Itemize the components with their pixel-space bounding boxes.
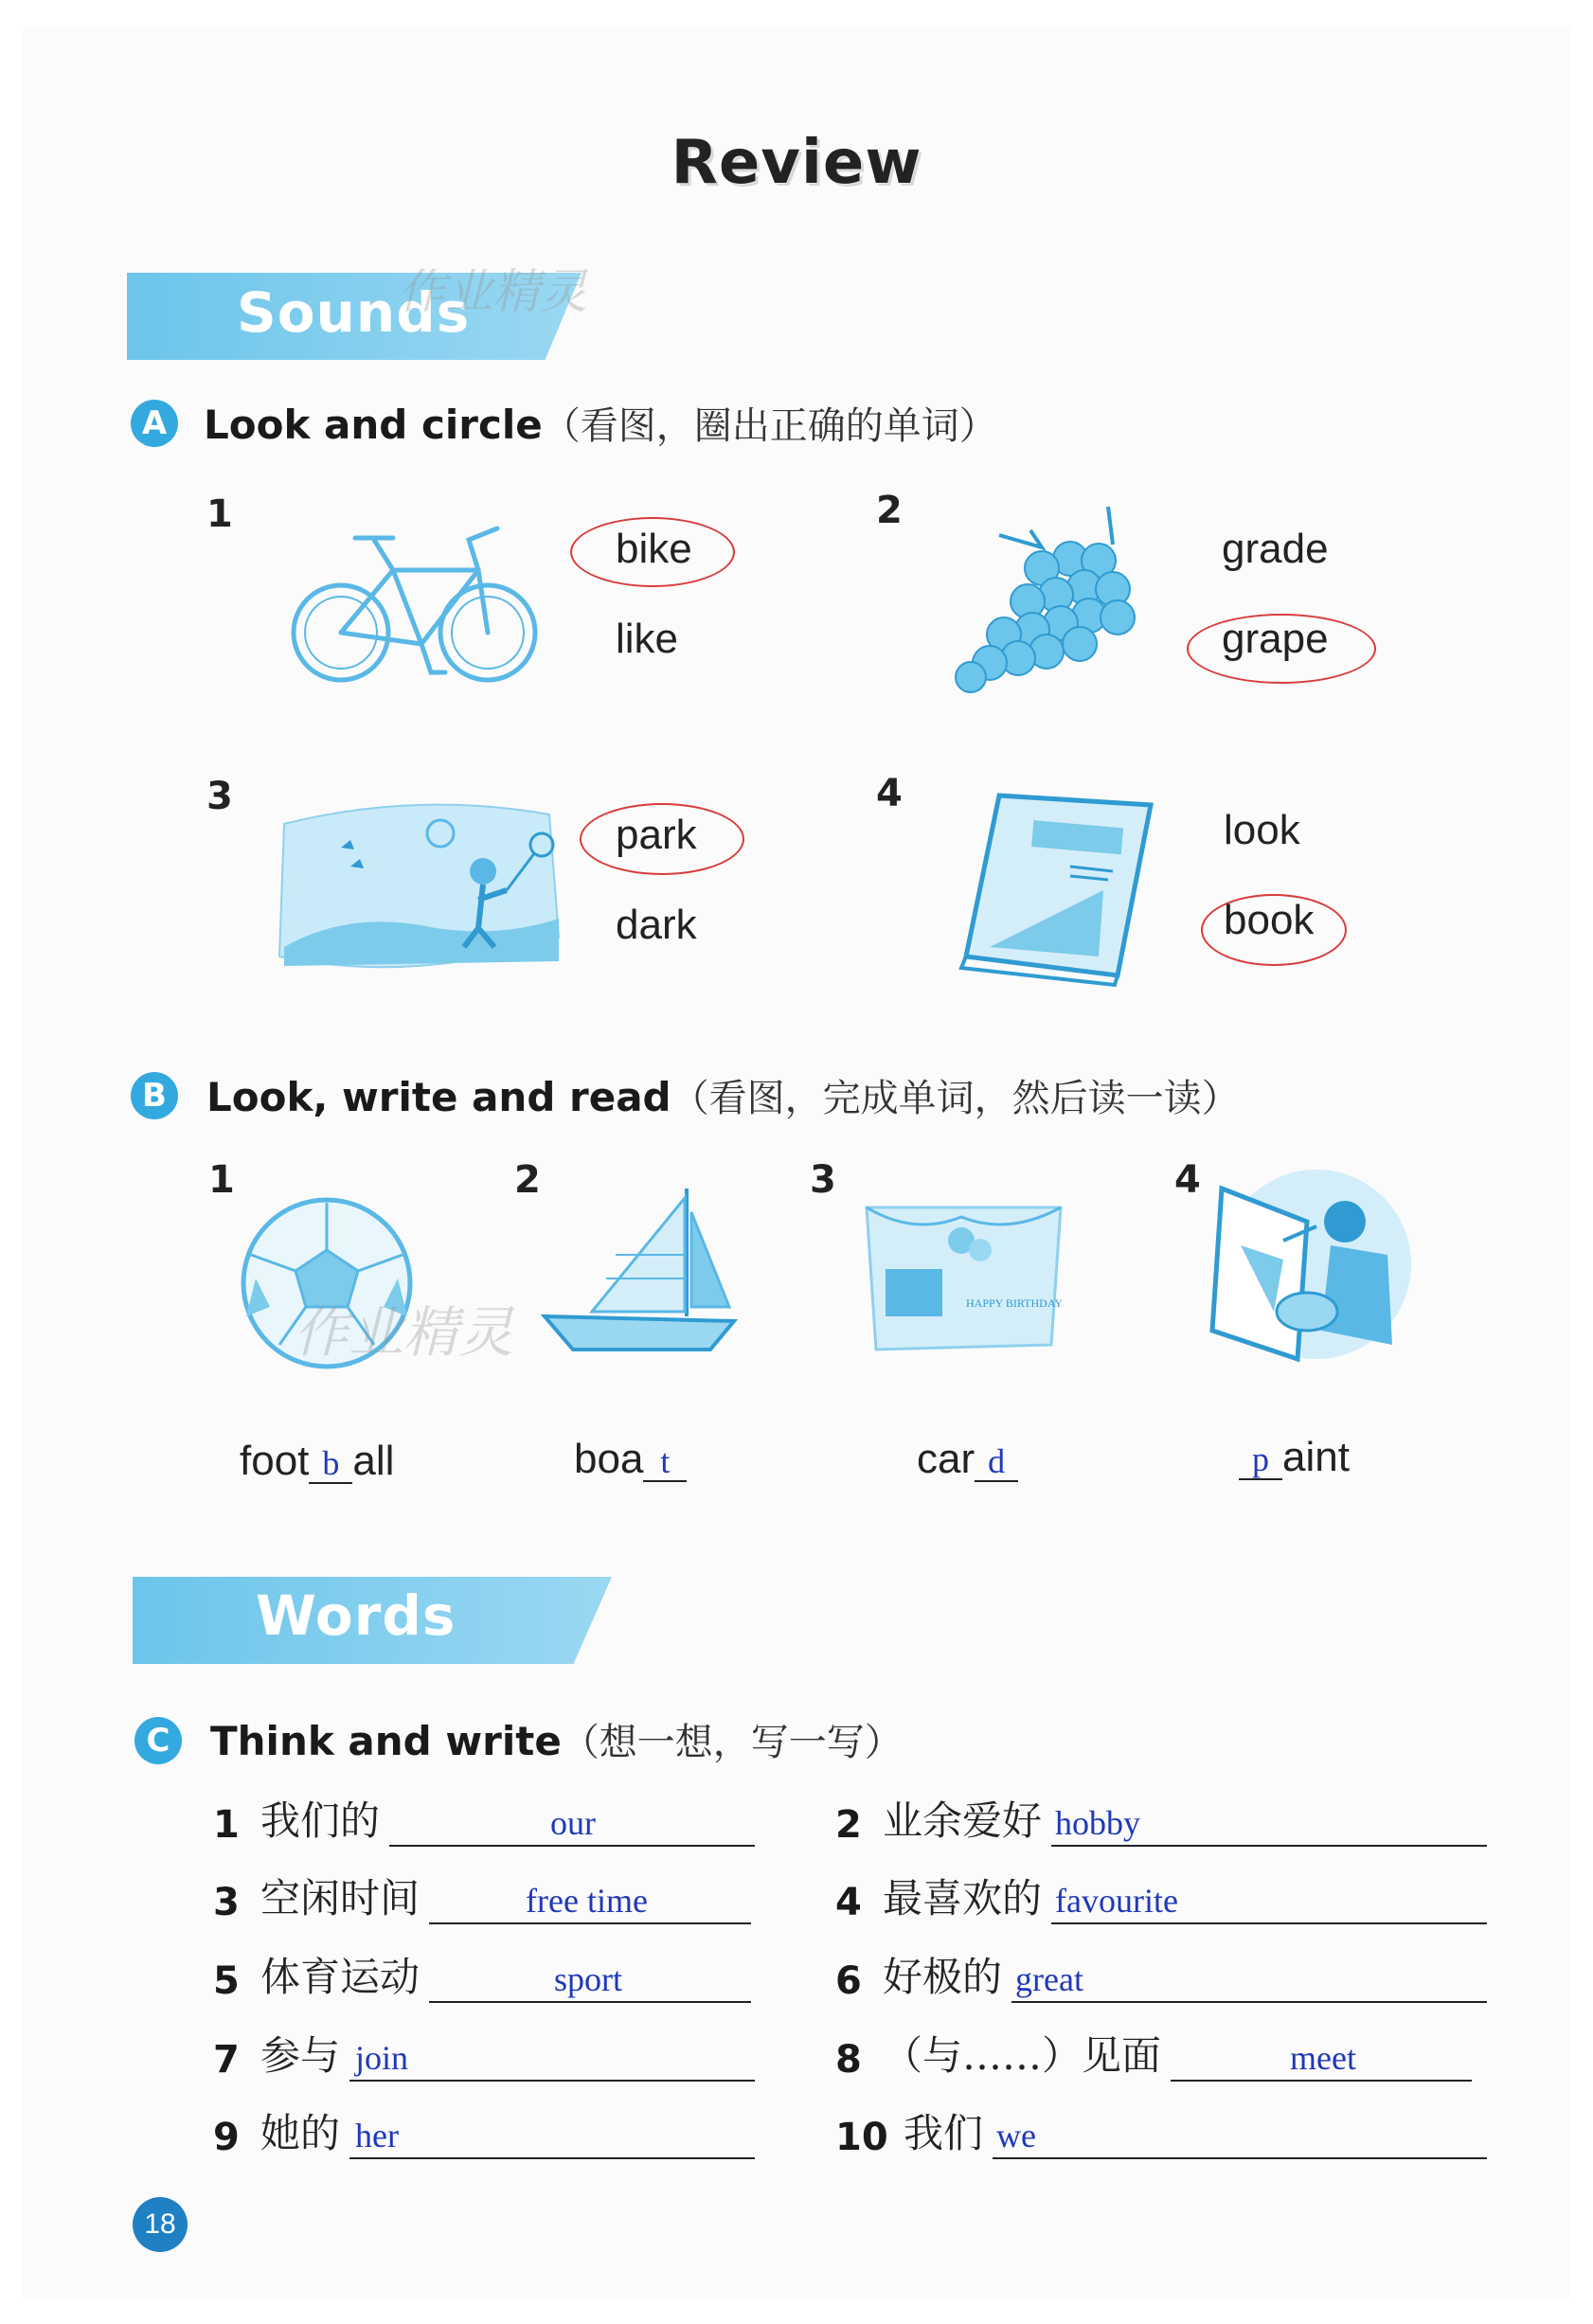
fill-word-3 [917, 1436, 1018, 1483]
item-number: 1 [206, 492, 233, 536]
chinese-word: 我们的 [260, 1797, 381, 1844]
section-b-title: Look, write and read [206, 1074, 671, 1120]
section-a-title: Look and circle [204, 402, 543, 448]
item-number: 9 [213, 2116, 240, 2159]
answer-line [1171, 2038, 1472, 2082]
answer-text: we [996, 2117, 1036, 2154]
item-number: 2 [876, 489, 903, 532]
vocab-item [213, 1868, 751, 1924]
vocab-item [835, 2102, 1487, 2159]
item-number: 6 [835, 1959, 862, 2003]
item-number: 2 [514, 1158, 541, 1202]
word-prefix: boa [574, 1436, 644, 1482]
item-number: 1 [208, 1158, 235, 1202]
vocab-item [213, 2025, 755, 2082]
section-a-badge: A [131, 400, 178, 447]
answer-text: her [355, 2117, 399, 2154]
word-option: grape [1222, 616, 1329, 662]
words-banner-text: Words [256, 1583, 456, 1648]
section-c-badge: C [134, 1717, 182, 1764]
page-title: Review [671, 128, 922, 198]
card-picture [857, 1198, 1070, 1354]
fill-word-4 [1239, 1434, 1350, 1481]
answer-text: p [1252, 1440, 1269, 1478]
blank-line [643, 1439, 687, 1482]
answer-text: our [550, 1804, 597, 1842]
watermark: 作业精灵 [398, 264, 587, 319]
section-a-heading [204, 396, 997, 450]
word-suffix: all [352, 1438, 395, 1484]
sounds-banner-text: Sounds [237, 280, 471, 345]
chinese-word: 我们 [904, 2110, 984, 2156]
answer-text: t [660, 1442, 671, 1480]
answer-line [429, 1959, 751, 2003]
book-picture [952, 786, 1165, 990]
chinese-word: 她的 [260, 2110, 341, 2156]
fill-word-2 [574, 1436, 687, 1483]
chinese-word: 体育运动 [260, 1954, 421, 2000]
card-text: HAPPY BIRTHDAY [966, 1296, 1064, 1310]
item-number: 7 [213, 2038, 240, 2082]
word-option: grade [1222, 526, 1329, 572]
vocab-item [213, 1946, 751, 2003]
word-option: bike [616, 526, 692, 572]
answer-line [389, 1803, 755, 1847]
paint-picture [1203, 1170, 1416, 1373]
item-number: 3 [810, 1158, 836, 1202]
answer-text: b [322, 1444, 340, 1482]
word-prefix: car [917, 1436, 975, 1482]
answer-line [1011, 1959, 1487, 2003]
chinese-word: 业余爱好 [883, 1797, 1043, 1844]
word-prefix: foot [240, 1438, 310, 1484]
item-number: 10 [835, 2116, 888, 2159]
answer-text: favourite [1055, 1882, 1178, 1920]
section-c-title: Think and write [210, 1718, 562, 1764]
item-number: 8 [835, 2038, 862, 2082]
word-option: like [616, 616, 679, 662]
item-number: 2 [835, 1803, 862, 1847]
section-b-badge: B [131, 1072, 178, 1119]
boat-picture [535, 1184, 739, 1354]
section-c-heading [210, 1712, 903, 1766]
vocab-item [835, 1946, 1487, 2003]
answer-line [429, 1881, 751, 1924]
page-number: 18 [133, 2197, 188, 2252]
word-suffix: aint [1282, 1434, 1350, 1480]
item-number: 4 [876, 772, 903, 815]
answer-text: sport [554, 1960, 623, 1998]
chinese-word: 空闲时间 [260, 1875, 421, 1922]
blank-line [1239, 1437, 1282, 1480]
answer-text: meet [1290, 2039, 1356, 2077]
vocab-item [835, 1790, 1487, 1847]
park-picture [275, 796, 568, 980]
chinese-word: 参与 [260, 2032, 341, 2079]
answer-text: free time [526, 1882, 648, 1920]
blank-line [309, 1440, 352, 1484]
fill-word-1 [240, 1438, 394, 1485]
answer-line [349, 2116, 755, 2159]
section-a-title-cn: （看图，圈出正确的单词） [542, 404, 997, 448]
answer-line [1051, 1803, 1487, 1847]
item-number: 4 [835, 1881, 862, 1924]
answer-text: great [1015, 1960, 1083, 1998]
answer-line [993, 2116, 1487, 2159]
vocab-item [213, 1790, 755, 1847]
answer-line [349, 2038, 755, 2082]
watermark: 作业精灵 [294, 1300, 514, 1365]
item-number: 4 [1174, 1158, 1201, 1202]
chinese-word: （与……）见面 [883, 2032, 1162, 2079]
section-c-title-cn: （想一想，写一写） [561, 1721, 903, 1764]
vocab-item [835, 2025, 1472, 2082]
section-b-title-cn: （看图，完成单词，然后读一读） [671, 1077, 1240, 1120]
answer-line [1051, 1881, 1487, 1924]
word-option: book [1224, 897, 1315, 943]
bike-picture [289, 511, 545, 691]
word-option: dark [616, 902, 697, 948]
word-option: look [1224, 807, 1300, 853]
item-number: 3 [206, 775, 233, 818]
chinese-word: 最喜欢的 [883, 1875, 1043, 1922]
vocab-item [213, 2102, 755, 2159]
answer-text: d [988, 1442, 1006, 1480]
item-number: 1 [213, 1803, 240, 1847]
answer-text: hobby [1055, 1804, 1141, 1842]
word-option: park [616, 812, 697, 858]
item-number: 3 [213, 1881, 240, 1924]
blank-line [975, 1439, 1018, 1482]
item-number: 5 [213, 1959, 240, 2003]
grape-picture [947, 502, 1165, 706]
section-b-heading [206, 1068, 1240, 1122]
answer-text: join [355, 2039, 409, 2077]
vocab-item [835, 1868, 1487, 1924]
chinese-word: 好极的 [883, 1954, 1003, 2000]
